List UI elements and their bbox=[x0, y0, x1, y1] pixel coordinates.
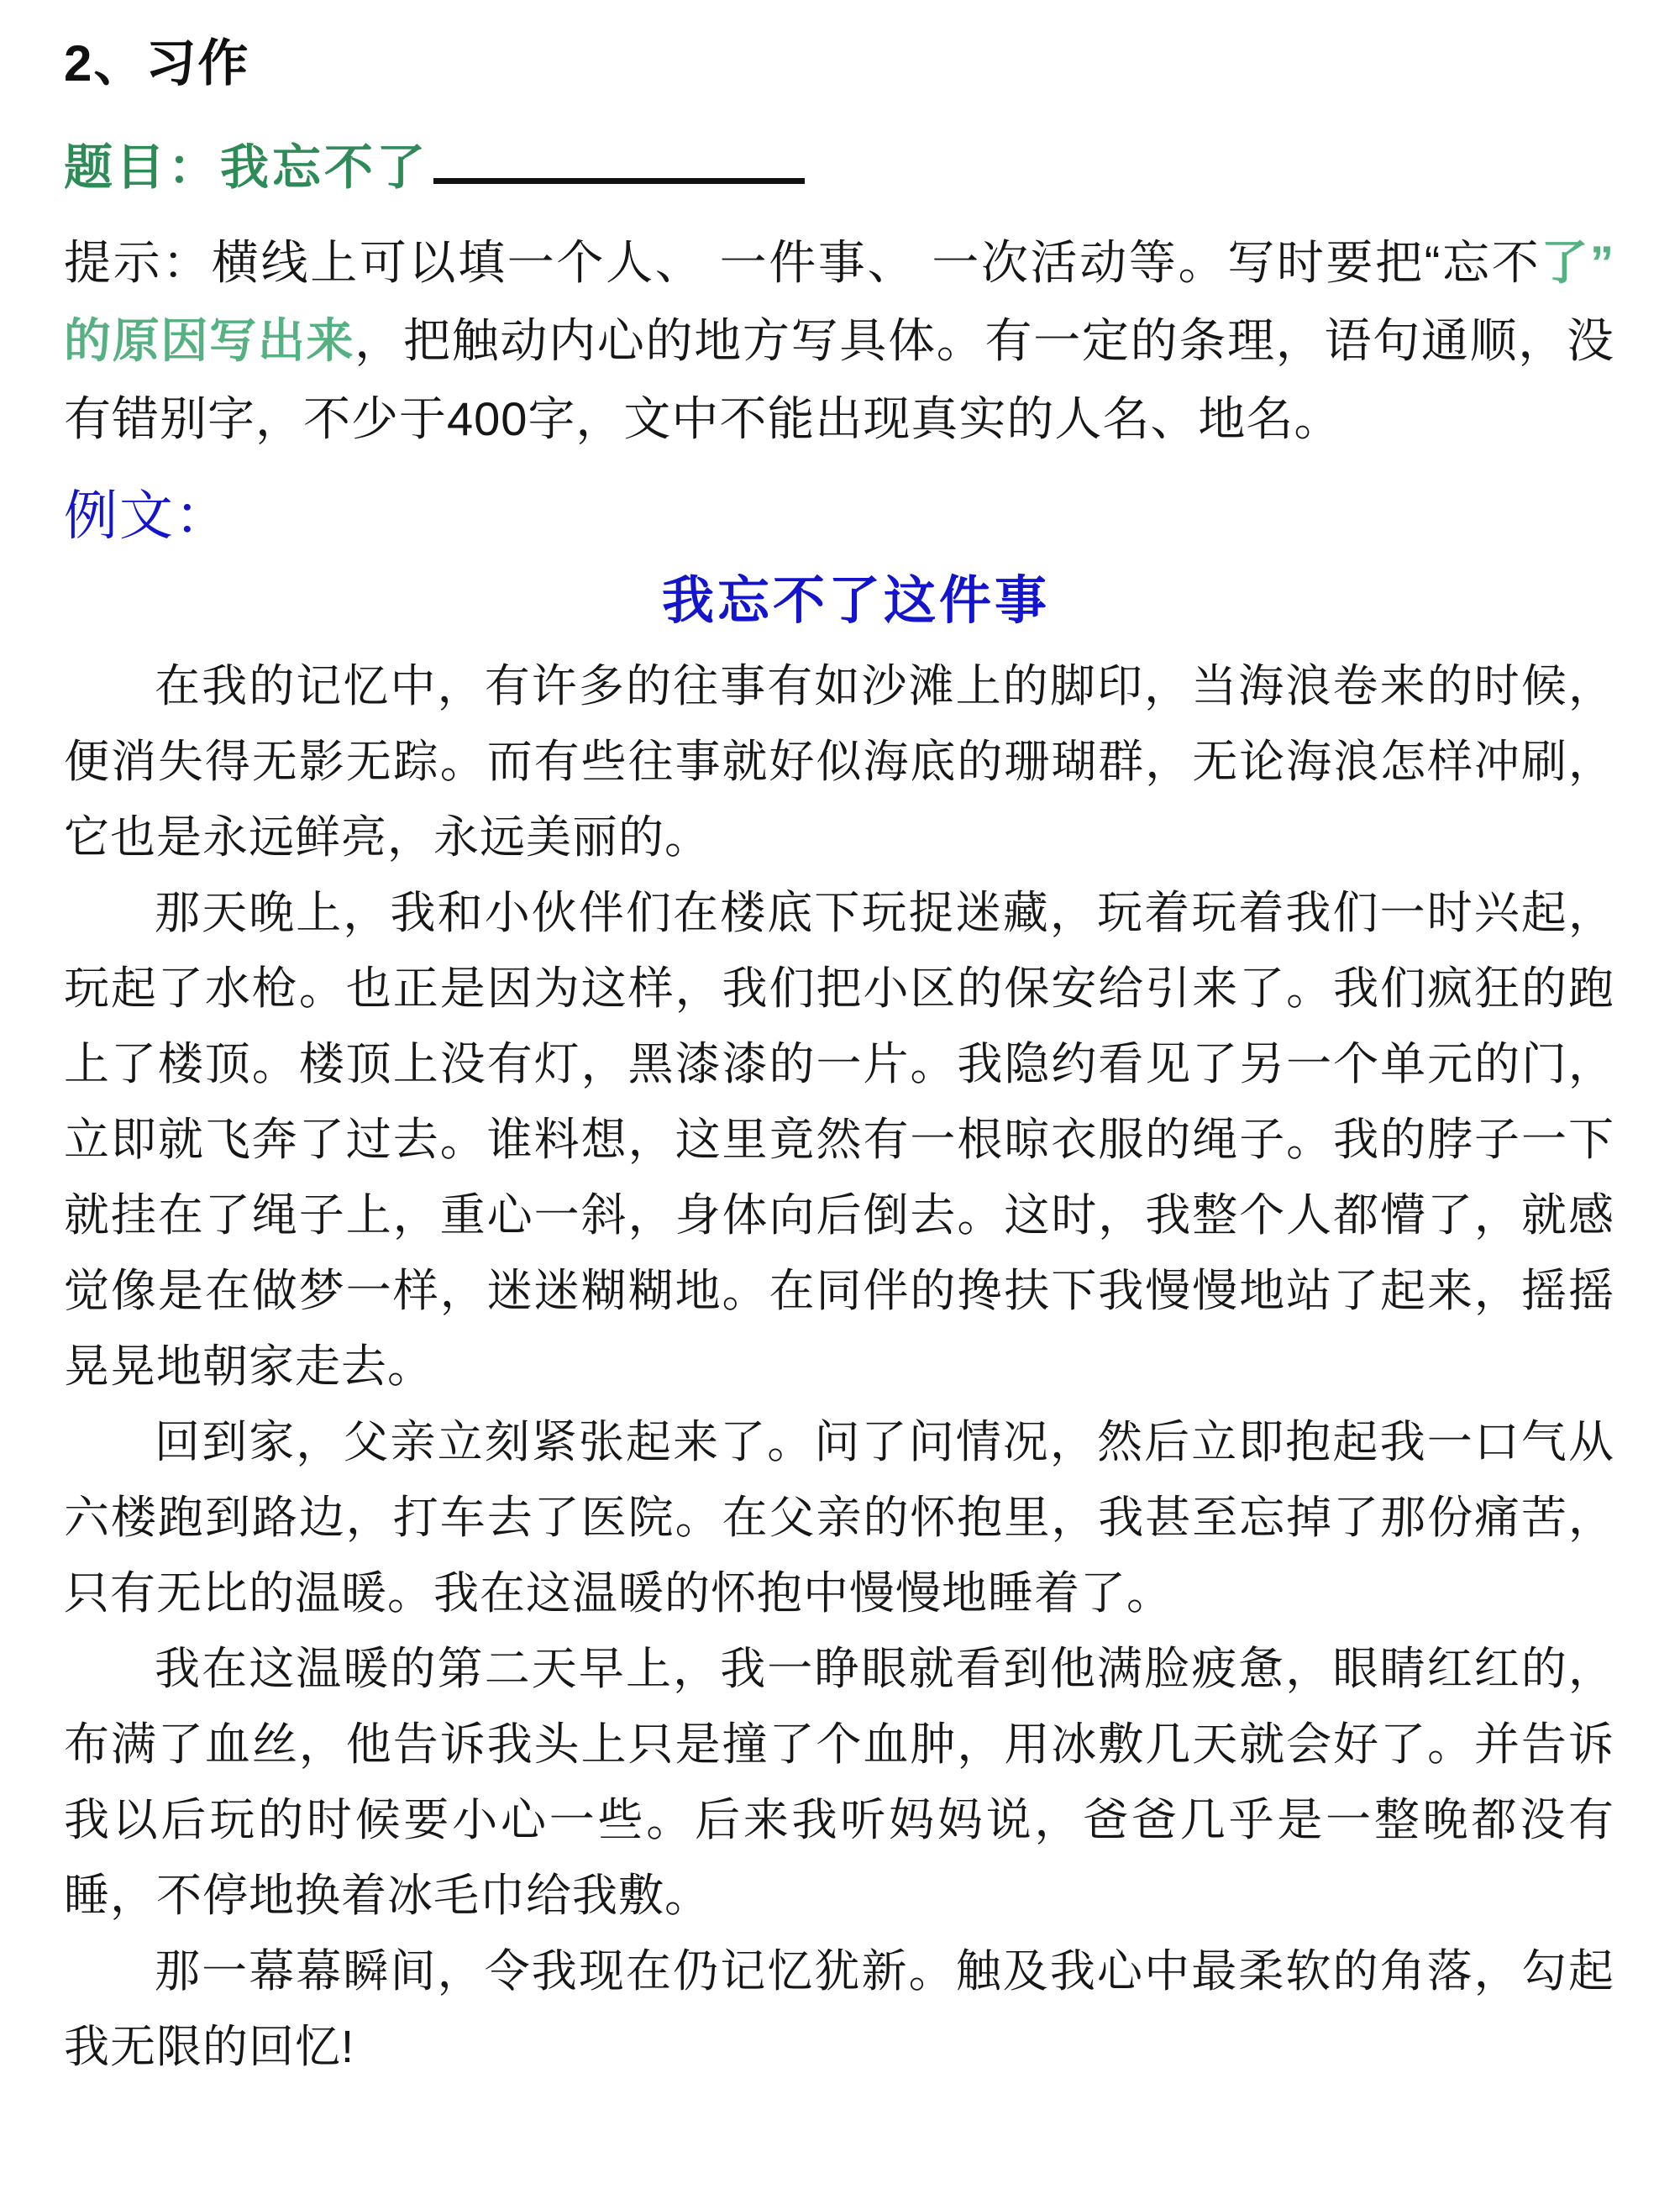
essay-title: 我忘不了这件事 bbox=[661, 572, 1050, 630]
section-heading: 2、习作 bbox=[64, 35, 250, 92]
example-label: 例文： bbox=[64, 485, 230, 546]
essay-paragraph: 那一幕幕瞬间，令我现在仍记忆犹新。触及我心中最柔软的角落，勾起我无限的回忆! bbox=[64, 1946, 1614, 2072]
essay-paragraph: 在我的记忆中，有许多的往事有如沙滩上的脚印，当海浪卷来的时候，便消失得无影无踪。而有些往事就好似海底的珊瑚群，无论海浪怎样冲刷，它也是永远鲜亮，永远美丽的。 bbox=[64, 661, 1614, 863]
essay-paragraph: 我在这温暖的第二天早上，我一睁眼就看到他满脸疲惫，眼睛红红的，布满了血丝，他告诉我头上只是撞了个血肿，用冰敷几天就会好了。并告诉我以后玩的时候要小心一些。后来我听妈妈说，爸爸几乎是一整晚都没有睡，不停地换着冰毛巾给我敷。 bbox=[64, 1644, 1614, 1921]
hint-text-part3: ，把触动内心的地方写具体。有一定的条理，语句通顺，没有错别字，不少于400字，文中不能出现真实的人名、地名。 bbox=[64, 314, 1615, 445]
hint-paragraph bbox=[64, 223, 1614, 458]
essay-body bbox=[64, 648, 1614, 2085]
essay-paragraph: 那天晚上，我和小伙伴们在楼底下玩捉迷藏，玩着玩着我们一时兴起，玩起了水枪。也正是因为这样，我们把小区的保安给引来了。我们疯狂的跑上了楼顶。楼顶上没有灯，黑漆漆的一片。我隐约看见了另一个单元的门，立即就飞奔了过去。谁料想，这里竟然有一根晾衣服的绳子。我的脖子一下就挂在了绳子上，重心一斜，身体向后倒去。这时，我整个人都懵了，就感觉像是在做梦一样，迷迷糊糊地。在同伴的搀扶下我慢慢地站了起来，摇摇晃晃地朝家走去。 bbox=[64, 888, 1614, 1392]
essay-paragraph: 回到家，父亲立刻紧张起来了。问了问情况，然后立即抱起我一口气从六楼跑到路边，打车去了医院。在父亲的怀抱里，我甚至忘掉了那份痛苦，只有无比的温暖。我在这温暖的怀抱中慢慢地睡着了。 bbox=[64, 1417, 1614, 1619]
topic-label: 题目：我忘不了 bbox=[64, 140, 429, 195]
hint-text-green: 了”的原因写出来 bbox=[64, 236, 1615, 367]
fill-in-blank-underline bbox=[433, 129, 805, 184]
topic-line bbox=[64, 128, 1614, 198]
hint-text-part1: 提示：横线上可以填一个人、 一件事、 一次活动等。写时要把“忘不 bbox=[64, 236, 1541, 289]
